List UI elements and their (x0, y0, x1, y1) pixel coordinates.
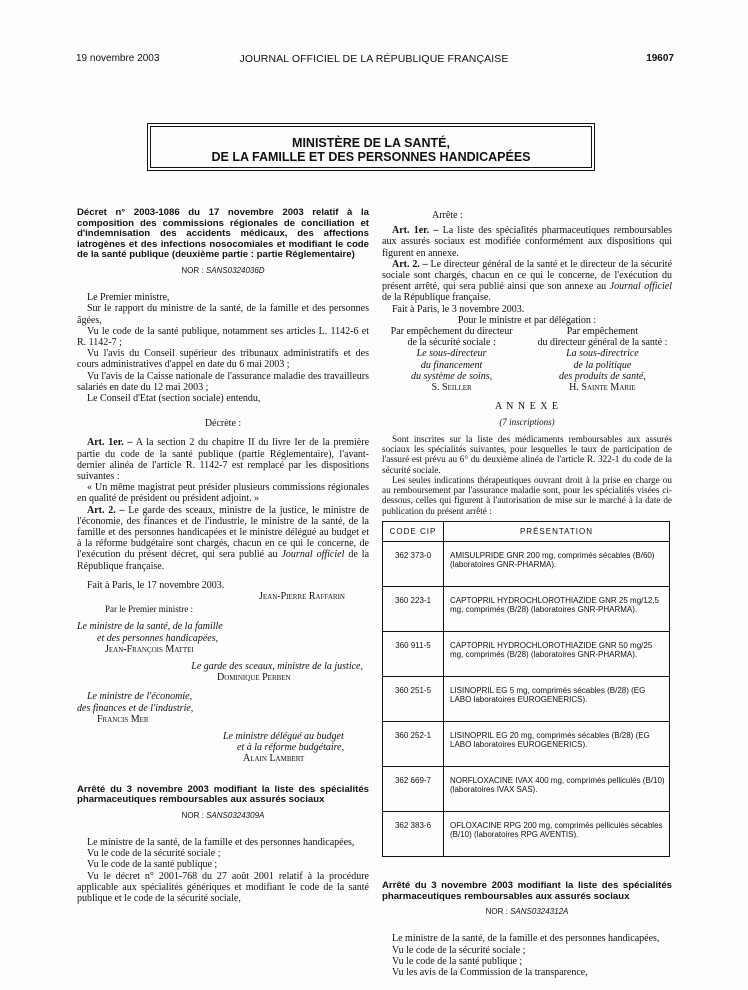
arrete2-title: Arrêté du 3 novembre 2003 modifiant la liste des spécialités pharmaceutiques remboursables aux assurés sociaux (382, 880, 672, 902)
arrete1-right-5: des produits de santé, (558, 370, 646, 382)
decret-art1-label: Art. 1er. – (87, 437, 133, 449)
annexe-p1: Sont inscrites sur la liste des médicaments remboursables aux assurés sociaux les spécialités suivantes, pour lesquelles le taux de participation de l'assuré est prévu au 6° du deuxième alinéa de l'article R. 322-1 du code de la sécurité sociale. (382, 433, 672, 475)
arrete1-fait: Fait à Paris, le 3 novembre 2003. (392, 303, 525, 315)
ministry-banner-line1: MINISTÈRE DE LA SANTÉ, (292, 136, 450, 150)
header-journal-title: JOURNAL OFFICIEL DE LA RÉPUBLIQUE FRANÇAISE (239, 53, 509, 65)
table-cell-presentation: NORFLOXACINE IVAX 400 mg, comprimés pelliculés (B/10) (laboratoires IVAX SAS). (444, 767, 670, 812)
arrete1-right-3: La sous-directrice (566, 348, 639, 360)
header-date: 19 novembre 2003 (76, 53, 160, 64)
arrete1-art2-text: Le directeur général de la santé et le directeur de la sécurité sociale sont chargés, chacun en ce qui le concerne, de l'exécution du présent arrêté, qui sera publié ainsi que son annexe au (382, 258, 673, 293)
arrete1-art1-text: La liste des spécialités pharmaceutiques remboursables aux assurés sociaux est modifiée conformément aux dispositions qui figurent en annexe. (382, 225, 673, 259)
arrete1-article-2 (382, 259, 672, 304)
decret-article-2 (77, 505, 369, 572)
arrete1-right-1: Par empêchement (566, 326, 639, 338)
arrete1-p2: Vu le code de la sécurité sociale ; (87, 848, 221, 860)
decret-nor-code: SANS0324036D (205, 265, 265, 275)
arrete1-arrete: Arrête : (432, 210, 463, 221)
decret-art1-text: A la section 2 du chapitre II du livre Ier de la première partie du code de la santé publique (partie Réglementaire), l'avant-dernier alinéa de l'article R. 1142-7 est remplacé par les dispositions suivantes : (77, 437, 370, 483)
arrete2-p2: Vu le code de la sécurité sociale ; (392, 944, 526, 956)
arrete1-right-4: de la politique (573, 359, 632, 371)
table-cell-code: 360 911-5 (383, 632, 444, 677)
table-cell-code: 360 223-1 (383, 587, 444, 632)
arrete1-left-5: du système de soins, (411, 370, 493, 382)
arrete1-nor-label: NOR : (181, 810, 204, 820)
decret-p2: Sur le rapport du ministre de la santé, de la famille et des personnes âgées, (77, 303, 369, 326)
annexe-p2: Les seules indications thérapeutiques ouvrant droit à la prise en charge ou au remboursement par l'assurance maladie sont, pour les spécialités visées ci-dessous, celles qui figurent à l'autorisation de mise sur le marché à la date de publication du présent arrêté : (382, 474, 672, 516)
decret-min-budget-1: Le ministre délégué au budget (223, 731, 344, 743)
decret-nor-label: NOR : (181, 265, 204, 275)
ministry-banner (150, 126, 592, 168)
decret-garde: Le garde des sceaux, ministre de la justice, (191, 661, 363, 673)
decret-art2-end: de la République française. (77, 549, 370, 572)
arrete1-signature-right (533, 326, 672, 393)
arrete1-signature-left (382, 326, 521, 393)
arrete2-p4: Vu les avis de la Commission de la transparence, (392, 967, 588, 979)
arrete2-p1: Le ministre de la santé, de la famille et des personnes handicapées, (392, 933, 660, 945)
arrete1-left-1: Par empêchement du directeur (390, 326, 513, 338)
arrete1-p4: Vu le décret n° 2001-768 du 27 août 2001 relatif à la procédure applicable aux spécialités génériques et modifiant le code de la santé publique et le code de la sécurité sociale, (77, 870, 369, 905)
arrete2-nor (382, 906, 672, 917)
table-cell-presentation: CAPTOPRIL HYDROCHLOROTHIAZIDE GNR 25 mg/12,5 mg, comprimés (B/28) (laboratoires GNR-PHARMA). (444, 587, 670, 632)
decret-signer-justice: Dominique Perben (217, 672, 291, 684)
decret-min-sante-2: et des personnes handicapées, (97, 632, 219, 644)
table-cell-presentation: LISINOPRIL EG 20 mg, comprimés sécables (B/28) (EG LABO laboratoires EUROGENERICS). (444, 722, 670, 767)
table-row (383, 767, 670, 812)
arrete1-p3: Vu le code de la santé publique ; (87, 859, 218, 871)
table-cell-code: 360 252-1 (383, 722, 444, 767)
decret-article-1 (77, 437, 369, 482)
arrete1-left-4: du financement (420, 359, 483, 371)
decret-nor (77, 265, 369, 276)
arrete1-delegation: Pour le ministre et par délégation : (457, 314, 597, 326)
table-header-presentation: PRÉSENTATION (444, 522, 670, 542)
table-cell-presentation: LISINOPRIL EG 5 mg, comprimés sécables (B/28) (EG LABO laboratoires EUROGENERICS). (444, 677, 670, 722)
decret-signer-budget: Alain Lambert (243, 753, 305, 765)
arrete1-left-3: Le sous-directeur (416, 348, 487, 360)
arrete2-p3: Vu le code de la santé publique ; (392, 955, 523, 967)
table-cell-code: 362 373-0 (383, 542, 444, 587)
arrete1-title: Arrêté du 3 novembre 2003 modifiant la liste des spécialités pharmaceutiques remboursables aux assurés sociaux (77, 783, 369, 806)
decret-signer-eco: Francis Mer (97, 713, 149, 725)
table-cell-presentation: CAPTOPRIL HYDROCHLOROTHIAZIDE GNR 50 mg/25 mg, comprimés (B/28) (laboratoires GNR-PHARMA). (444, 632, 670, 677)
arrete1-left-signer: S. Seiller (431, 382, 472, 394)
table-row (383, 812, 670, 857)
arrete1-left-2: de la sécurité sociale : (407, 337, 496, 349)
decret-signer-pm: Jean-Pierre Raffarin (259, 591, 345, 603)
decret-min-sante-1: Le ministre de la santé, de la famille (77, 621, 223, 633)
arrete1-art2-label: Art. 2. – (392, 258, 428, 270)
arrete1-p1: Le ministre de la santé, de la famille et des personnes handicapées, (87, 837, 355, 849)
arrete1-right-signer: H. Sainte Marie (569, 382, 636, 394)
table-row (383, 677, 670, 722)
table-header-code: CODE CIP (383, 522, 444, 542)
annexe-heading: A N N E X E (494, 401, 560, 413)
decret-signer-sante: Jean-François Mattei (105, 643, 194, 655)
right-column (382, 210, 672, 978)
ministry-banner-line2: DE LA FAMILLE ET DES PERSONNES HANDICAPÉES (211, 150, 531, 164)
decret-title: Décret n° 2003-1086 du 17 novembre 2003 relatif à la composition des commissions régionales de conciliation et d'indemnisation des accidents médicaux, des affections iatrogènes et des infections nosocomiales et modifiant le code de la santé publique (deuxième partie : partie Réglementaire) (77, 207, 369, 261)
arrete1-right-2: du directeur général de la santé : (537, 337, 668, 349)
table-cell-code: 360 251-5 (383, 677, 444, 722)
decret-p1: Le Premier ministre, (87, 292, 170, 304)
decret-min-eco-2: des finances et de l'industrie, (77, 702, 194, 714)
arrete1-art2-jo: Journal officiel (609, 281, 672, 293)
table-cell-code: 362 383-6 (383, 812, 444, 857)
left-column (77, 208, 369, 904)
table-row (383, 587, 670, 632)
decret-p5: Vu l'avis de la Caisse nationale de l'assurance maladie des travailleurs salariés en date du 12 mai 2003 ; (77, 370, 369, 393)
decret-p3: Vu le code de la santé publique, notamment ses articles L. 1142-6 et R. 1142-7 ; (77, 325, 369, 348)
table-cell-presentation: AMISULPRIDE GNR 200 mg, comprimés sécables (B/60) (laboratoires GNR-PHARMA). (444, 542, 670, 587)
decret-art2-text: Le garde des sceaux, ministre de la justice, le ministre de l'économie, des finances et de l'industrie, le ministre de la santé, de la famille et des personnes handicapées et le ministre délégué au budget et à la réforme budgétaire sont chargés, chacun en ce qui le concerne, de l'exécution du présent décret, qui sera publié au (77, 504, 369, 561)
table-row (383, 722, 670, 767)
decret-min-eco-1: Le ministre de l'économie, (87, 691, 193, 703)
arrete2-nor-label: NOR : (485, 907, 508, 917)
arrete1-nor (77, 810, 369, 821)
arrete1-art1-label: Art. 1er. – (392, 225, 439, 237)
table-cell-code: 362 669-7 (383, 767, 444, 812)
specialites-table (382, 521, 670, 857)
arrete1-nor-code: SANS0324309A (206, 810, 265, 820)
arrete2-nor-code: SANS0324312A (510, 907, 569, 917)
decret-p6: Le Conseil d'Etat (section sociale) entendu, (87, 393, 261, 404)
decret-decrete: Décrète : (204, 418, 242, 430)
annexe-inscriptions: (7 inscriptions) (499, 417, 555, 428)
decret-art1-quote: « Un même magistrat peut présider plusieurs commissions régionales en qualité de président ou président adjoint. » (77, 482, 369, 505)
table-header-row (383, 522, 670, 542)
decret-min-budget-2: et à la réforme budgétaire, (237, 742, 345, 754)
decret-art2-jo: Journal officiel (281, 549, 345, 561)
arrete1-article-1 (382, 225, 672, 259)
header-page-number: 19607 (646, 53, 674, 64)
decret-par-pm: Par le Premier ministre : (105, 604, 193, 615)
table-row (383, 542, 670, 587)
decret-art2-label: Art. 2. – (87, 504, 125, 516)
arrete1-art2-end: de la République française. (382, 292, 491, 304)
decret-fait: Fait à Paris, le 17 novembre 2003. (87, 579, 225, 591)
decret-p4: Vu l'avis du Conseil supérieur des tribunaux administratifs et des cours administratives d'appel en date du 6 mai 2003 ; (77, 348, 369, 371)
table-row (383, 632, 670, 677)
table-cell-presentation: OFLOXACINE RPG 200 mg, comprimés pelliculés sécables (B/10) (laboratoires RPG AVENTIS). (444, 812, 670, 857)
arrete1-signatures (382, 326, 672, 393)
